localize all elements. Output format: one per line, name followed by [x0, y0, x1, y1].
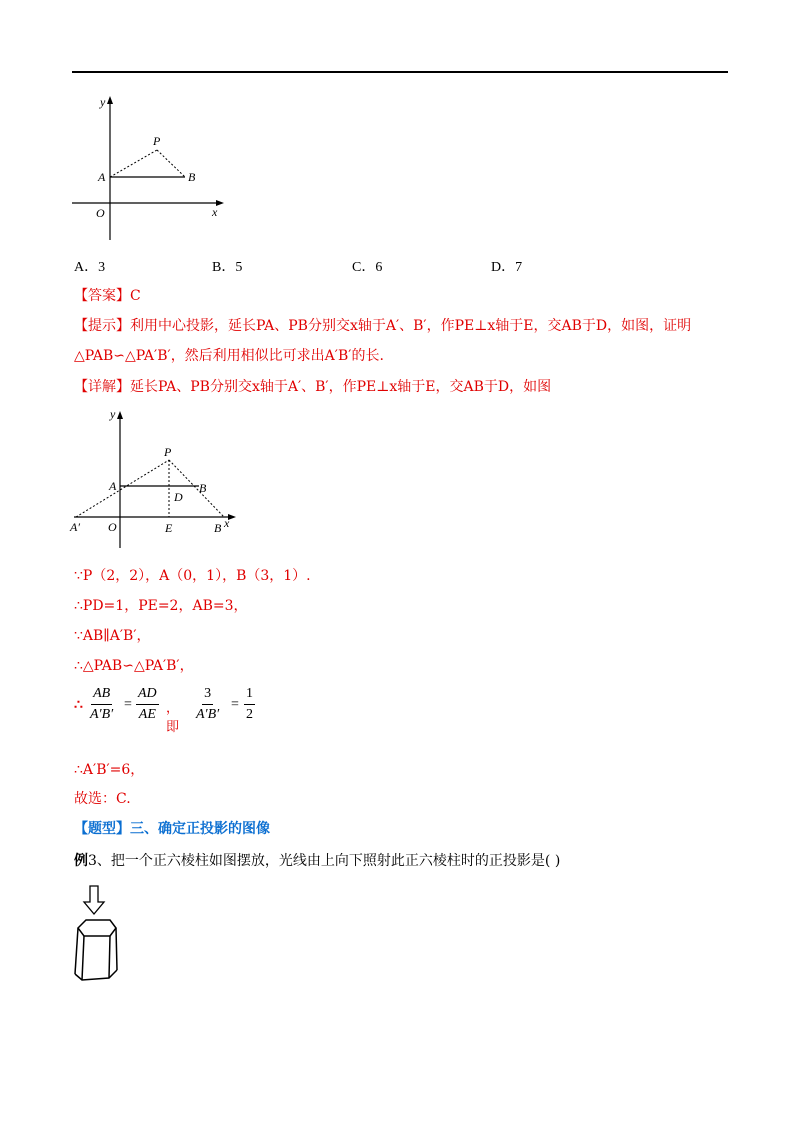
fraction-numerator: AB	[91, 686, 112, 705]
equals-sign: =	[124, 697, 132, 712]
fig2-label-y: y	[110, 407, 116, 421]
prism-icon	[75, 920, 117, 980]
section-heading: 【题型】三、确定正投影的图像	[74, 821, 270, 837]
option-a: A．3	[74, 260, 106, 275]
fraction-denominator: A′B′	[90, 707, 114, 722]
fig1-label-p: P	[153, 134, 161, 148]
coordinate-figure-2	[66, 404, 246, 552]
fraction-3-over-aprimebprime	[196, 686, 219, 723]
fraction-one-half	[244, 686, 255, 723]
step-4: ∴△PAB∽△PA′B′，	[74, 658, 194, 674]
fig2-label-b-prime: B	[214, 521, 222, 535]
hint-line-2: △PAB∽△PA′B′，然后利用相似比可求出A′B′的长.	[74, 348, 384, 364]
fraction-numerator: 3	[202, 686, 213, 705]
answer-line: 【答案】C	[74, 288, 141, 304]
step-6: 故选：C.	[74, 791, 131, 807]
fig2-label-p: P	[164, 445, 172, 459]
fraction-denominator: A′B′	[196, 707, 220, 722]
fig1-label-x: x	[212, 205, 218, 219]
coordinate-figure-1	[70, 92, 230, 242]
ji-text: ，即	[166, 701, 180, 735]
example-prefix: 例	[74, 853, 88, 869]
fig1-label-b: B	[188, 170, 196, 184]
fig1-label-o: O	[96, 206, 105, 220]
fig2-label-d: D	[174, 490, 183, 504]
fraction-numerator: 1	[244, 686, 255, 705]
fig2-label-b: B	[199, 481, 207, 495]
fraction-ad-over-ae	[136, 686, 159, 723]
equals-sign: =	[231, 697, 239, 712]
fig2-label-a-prime: A′	[70, 520, 80, 534]
hexagonal-prism-figure	[62, 884, 132, 984]
therefore-symbol: ∴	[74, 698, 83, 713]
option-c: C．6	[352, 260, 383, 275]
header-rule	[72, 71, 728, 73]
fig1-label-y: y	[100, 95, 106, 109]
step-1: ∵P（2，2），A（0，1），B（3，1）.	[74, 568, 311, 584]
option-b: B．5	[212, 260, 243, 275]
fig2-label-a: A	[109, 479, 117, 493]
example-question	[74, 850, 560, 870]
fig2-label-e: E	[165, 521, 173, 535]
step-3: ∵AB∥A′B′，	[74, 628, 151, 644]
fraction-denominator: AE	[138, 707, 156, 722]
fraction-denominator: 2	[246, 707, 253, 722]
fraction-ab-over-aprimebprime	[90, 686, 113, 723]
fig1-label-a: A	[98, 170, 106, 184]
down-arrow-icon	[84, 886, 104, 914]
fraction-numerator: AD	[136, 686, 159, 705]
step-2: ∴PD=1，PE=2，AB=3，	[74, 598, 248, 614]
hint-line-1: 【提示】利用中心投影，延长PA、PB分别交x轴于A′、B′，作PE⊥x轴于E，交AB于D，如图，证明	[74, 318, 692, 334]
step-5: ∴A′B′=6，	[74, 762, 145, 778]
option-d: D．7	[491, 260, 523, 275]
detail-line: 【详解】延长PA、PB分别交x轴于A′、B′，作PE⊥x轴于E，交AB于D，如图	[74, 379, 552, 395]
fig2-label-x: x	[224, 516, 230, 530]
fig2-label-o: O	[108, 520, 117, 534]
example-text: 3、把一个正六棱柱如图摆放，光线由上向下照射此正六棱柱时的正投影是( )	[88, 853, 561, 869]
